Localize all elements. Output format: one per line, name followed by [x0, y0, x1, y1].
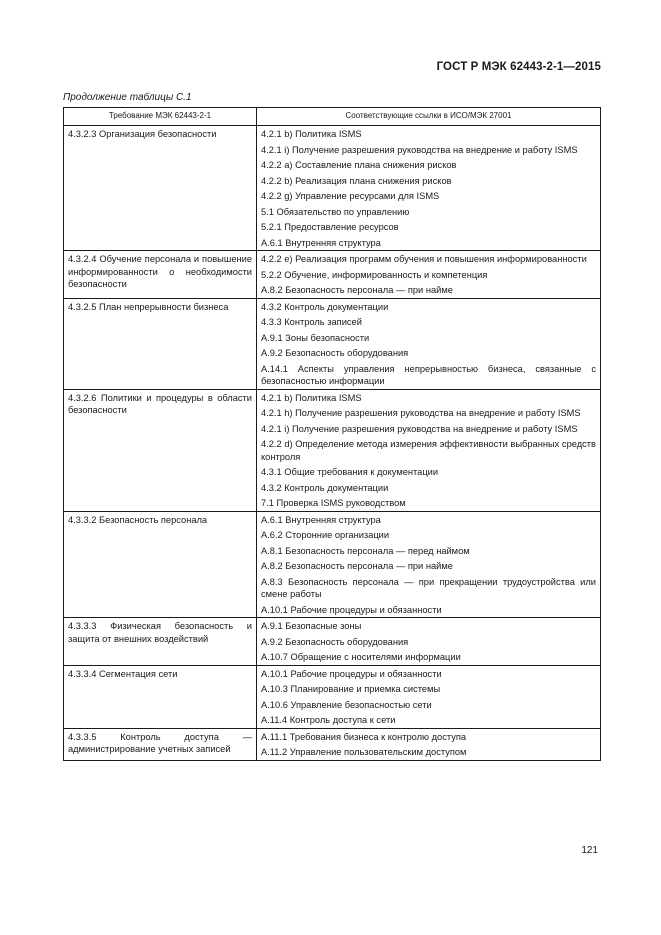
- reference-item: 5.2.1 Предоставление ресурсов: [261, 222, 399, 232]
- reference-item: 4.2.2 e) Реализация программ обучения и повышения информированности: [261, 254, 587, 264]
- references-cell: [257, 618, 601, 666]
- references-cell: [257, 728, 601, 760]
- requirement-cell: 4.3.2.6 Политики и процедуры в области безопасности: [64, 389, 257, 511]
- reference-item: A.8.1 Безопасность персонала — перед наймом: [261, 545, 470, 556]
- page-number: 121: [581, 845, 598, 856]
- requirement-cell: 4.3.3.2 Безопасность персонала: [64, 511, 257, 618]
- references-cell: [257, 126, 601, 251]
- reference-item: A.9.1 Безопасные зоны: [261, 621, 362, 631]
- reference-item: A.10.7 Обращение с носителями информации: [261, 652, 461, 662]
- reference-item: 4.2.2 d) Определение метода измерения эффективности выбранных средств контроля: [261, 439, 596, 462]
- table-row: [64, 251, 601, 299]
- reference-item: A.11.2 Управление пользовательским доступом: [261, 747, 467, 757]
- reference-item: 4.2.2 b) Реализация плана снижения рисков: [261, 175, 452, 186]
- reference-item: 4.2.2 g) Управление ресурсами для ISMS: [261, 191, 440, 201]
- table-row: [64, 665, 601, 728]
- reference-item: 4.3.3 Контроль записей: [261, 317, 362, 327]
- table-row: [64, 618, 601, 666]
- references-cell: [257, 389, 601, 511]
- reference-item: 4.3.2 Контроль документации: [261, 301, 389, 312]
- table-row: [64, 511, 601, 618]
- table-row: [64, 728, 601, 760]
- reference-item: 5.1 Обязательство по управлению: [261, 206, 410, 217]
- reference-item: 5.2.2 Обучение, информированность и компетенция: [261, 269, 488, 280]
- reference-item: 4.2.2 a) Составление плана снижения рисков: [261, 160, 457, 170]
- reference-item: A.10.6 Управление безопасностью сети: [261, 699, 432, 710]
- references-cell: [257, 665, 601, 728]
- reference-item: A.11.1 Требования бизнеса к контролю доступа: [261, 731, 467, 742]
- reference-item: 4.2.1 b) Политика ISMS: [261, 392, 362, 403]
- table-body: [64, 126, 601, 761]
- reference-item: A.9.2 Безопасность оборудования: [261, 348, 409, 358]
- reference-item: 4.3.2 Контроль документации: [261, 482, 389, 493]
- reference-item: A.6.1 Внутренняя структура: [261, 237, 381, 248]
- table-row: [64, 126, 601, 251]
- requirement-cell: 4.3.3.3 Физическая безопасность и защита от внешних воздействий: [64, 618, 257, 666]
- correspondence-table: [63, 107, 601, 761]
- table-header-row: [64, 108, 601, 126]
- reference-item: A.9.2 Безопасность оборудования: [261, 636, 409, 647]
- reference-item: A.8.2 Безопасность персонала — при найме: [261, 561, 453, 571]
- reference-item: 4.2.1 b) Политика ISMS: [261, 129, 362, 139]
- reference-item: A.9.1 Зоны безопасности: [261, 332, 370, 343]
- reference-item: A.14.1 Аспекты управления непрерывностью бизнеса, связанные с безопасностью информации: [261, 363, 596, 386]
- reference-item: A.10.1 Рабочие процедуры и обязанности: [261, 604, 442, 615]
- reference-item: 4.2.1 i) Получение разрешения руководства на внедрение и работу ISMS: [261, 423, 578, 434]
- requirement-cell: 4.3.2.5 План непрерывности бизнеса: [64, 298, 257, 389]
- table-caption: Продолжение таблицы С.1: [63, 92, 192, 103]
- table-row: [64, 298, 601, 389]
- references-cell: [257, 298, 601, 389]
- reference-item: 4.2.1 i) Получение разрешения руководства на внедрение и работу ISMS: [261, 144, 578, 155]
- references-cell: [257, 511, 601, 618]
- requirement-cell: 4.3.3.4 Сегментация сети: [64, 665, 257, 728]
- reference-item: 4.2.1 h) Получение разрешения руководства на внедрение и работу ISMS: [261, 408, 581, 418]
- table-row: [64, 389, 601, 511]
- document-standard-header: ГОСТ Р МЭК 62443-2-1—2015: [436, 61, 601, 73]
- requirement-cell: 4.3.3.5 Контроль доступа — администрирование учетных записей: [64, 728, 257, 760]
- references-cell: [257, 251, 601, 299]
- reference-item: A.11.4 Контроль доступа к сети: [261, 715, 396, 725]
- requirement-cell: 4.3.2.4 Обучение персонала и повышение информированности о необходимости безопасности: [64, 251, 257, 299]
- requirement-cell: 4.3.2.3 Организация безопасности: [64, 126, 257, 251]
- reference-item: A.10.3 Планирование и приемка системы: [261, 684, 441, 694]
- column-header-requirement: Требование МЭК 62443-2-1: [64, 108, 257, 126]
- reference-item: 7.1 Проверка ISMS руководством: [261, 498, 406, 508]
- reference-item: A.8.2 Безопасность персонала — при найме: [261, 285, 453, 295]
- reference-item: 4.3.1 Общие требования к документации: [261, 467, 439, 477]
- reference-item: A.8.3 Безопасность персонала — при прекращении трудоустройства или смене работы: [261, 576, 596, 599]
- reference-item: A.10.1 Рабочие процедуры и обязанности: [261, 668, 442, 679]
- reference-item: A.6.1 Внутренняя структура: [261, 514, 381, 525]
- reference-item: A.6.2 Сторонние организации: [261, 530, 390, 540]
- column-header-references: Соответствующие ссылки в ИСО/МЭК 27001: [257, 108, 601, 126]
